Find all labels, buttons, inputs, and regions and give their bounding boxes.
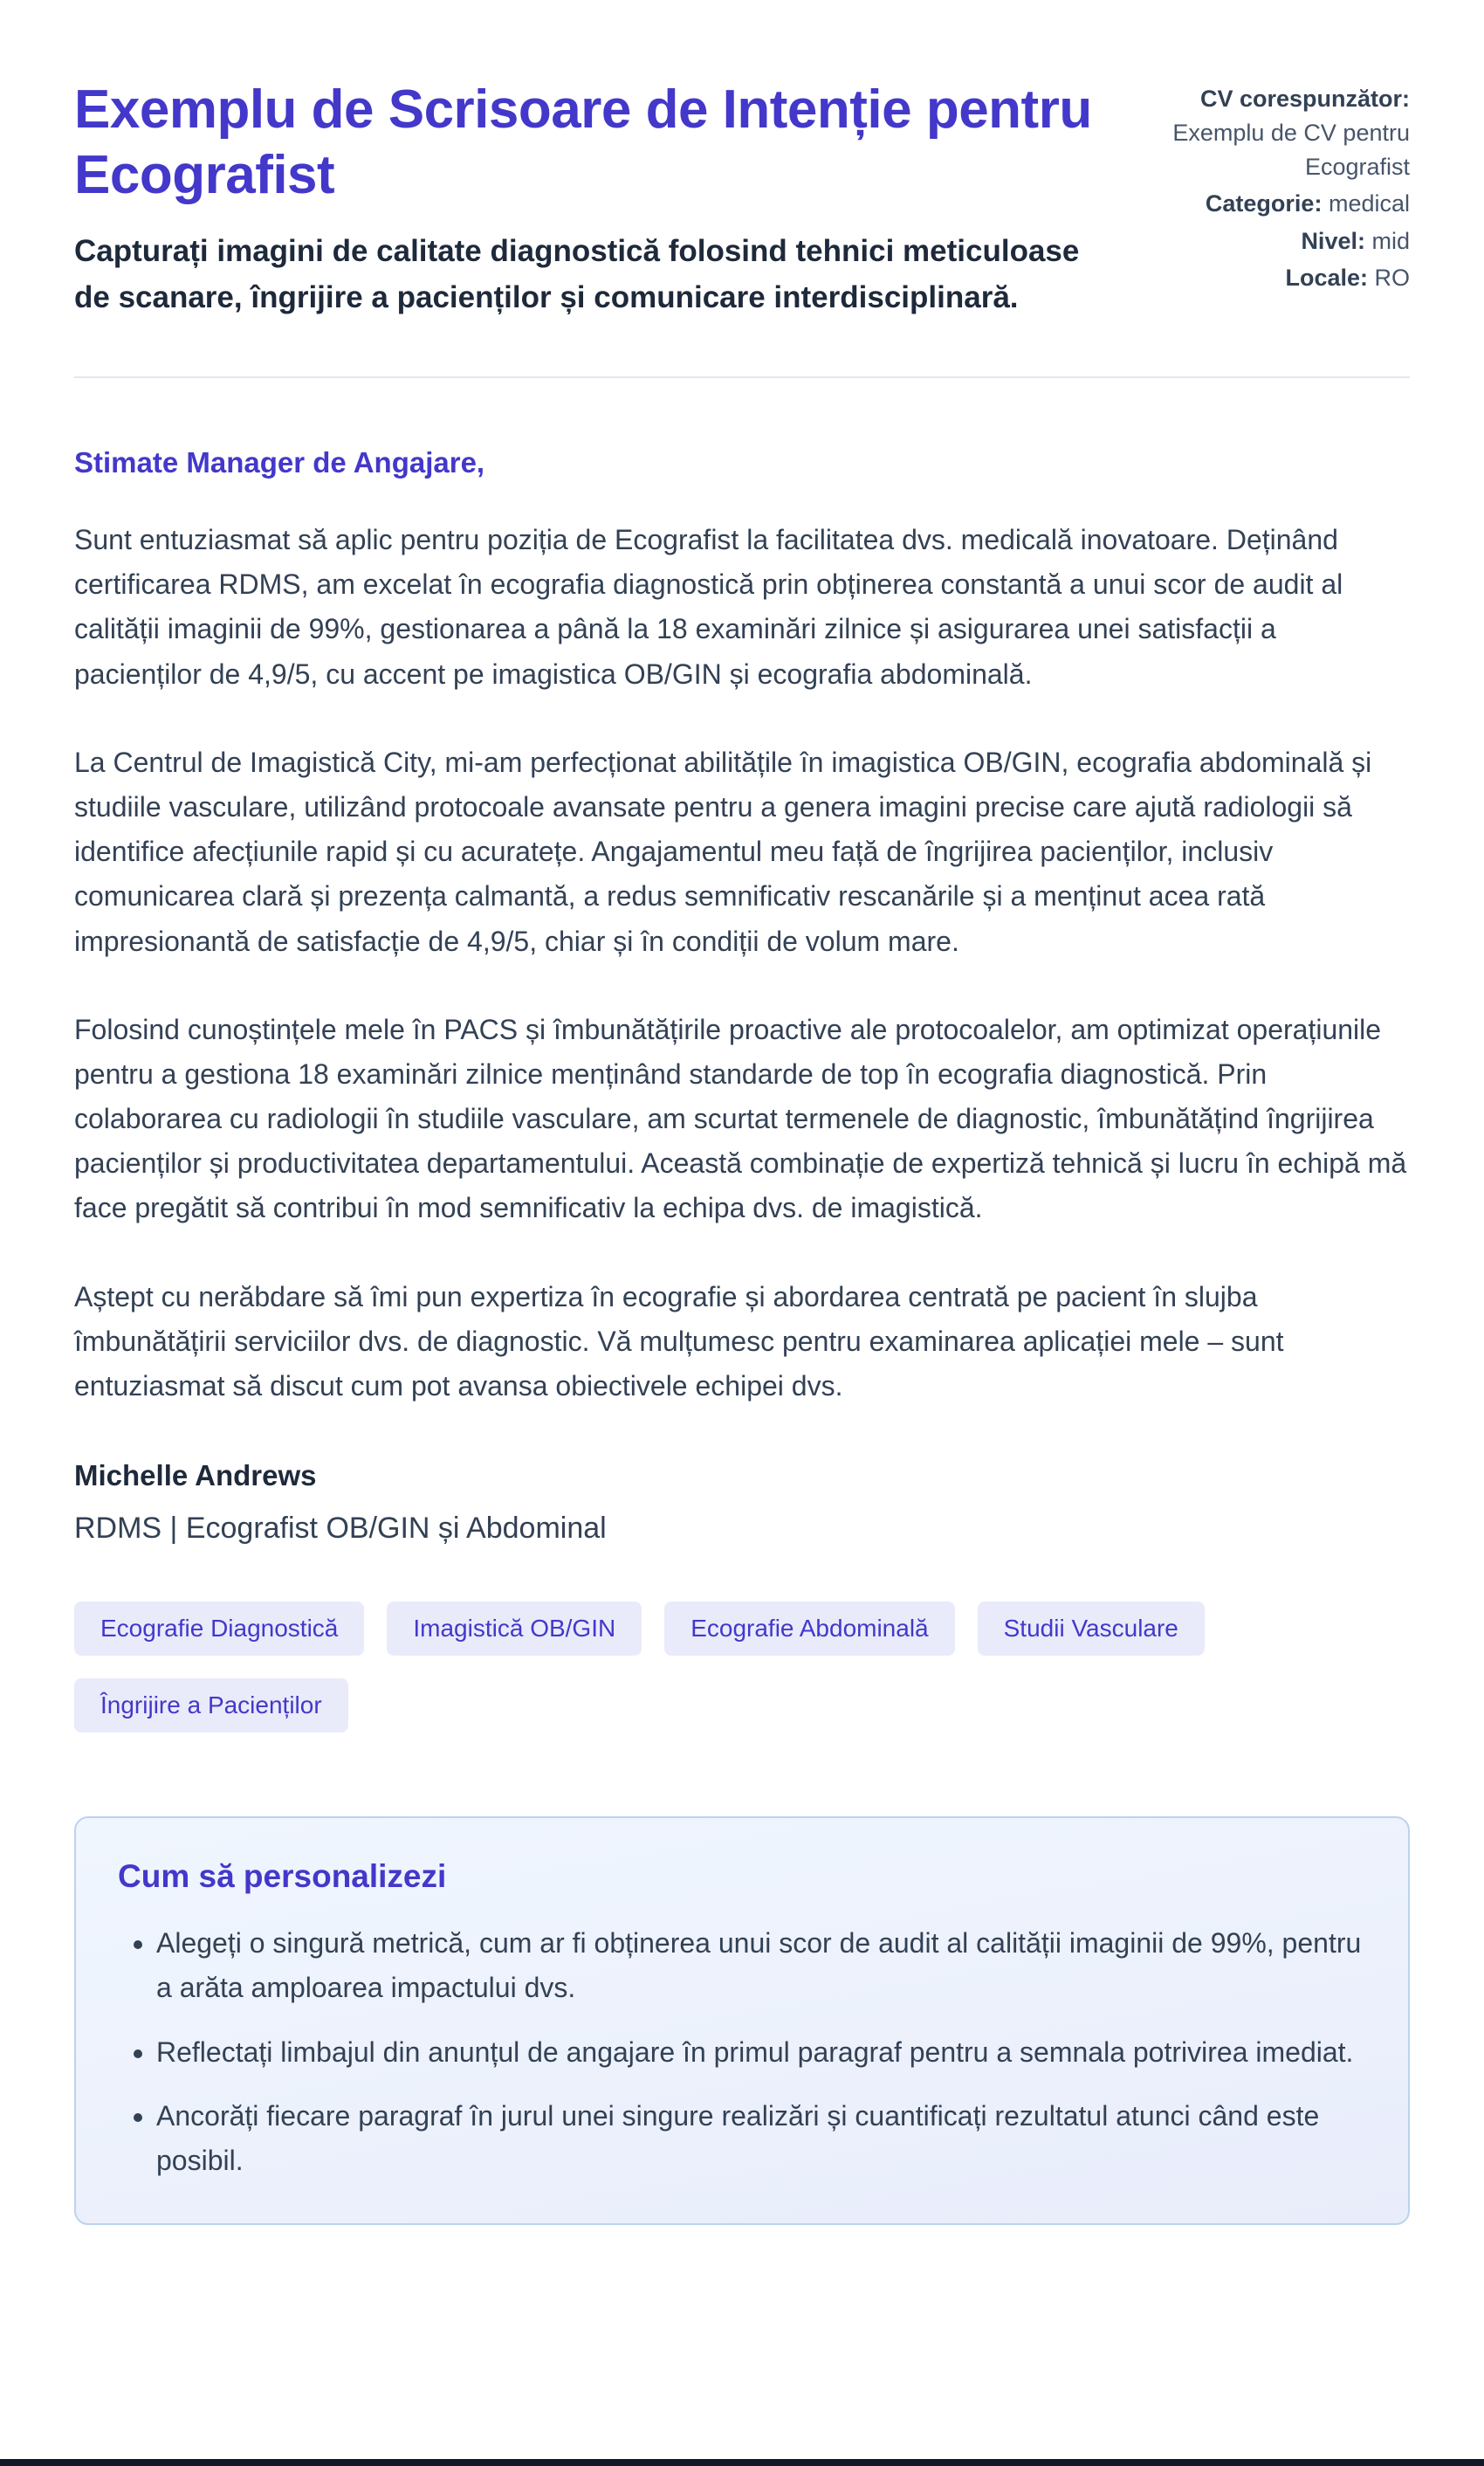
page-title: Exemplu de Scrisoare de Intenție pentru Ecografist xyxy=(74,79,1092,206)
letter-paragraph-1: Sunt entuziasmat să aplic pentru poziția de Ecografist la facilitatea dvs. medicală inovatoare. Deținând certificarea RDMS, am excelat în ecografia diagnostică prin obținerea constantă a unui scor de audit al calității imaginii de 99%, gestionarea a până la 18 examinări zilnice și asigurarea unei satisfacții a pacienților de 4,9/5, cu accent pe imagistica OB/GIN și ecografia abdominală. xyxy=(74,524,1343,690)
header xyxy=(74,77,1410,320)
letter-paragraph-3: Folosind cunoștințele mele în PACS și îmbunătățirile proactive ale protocoalelor, am optimizat operațiunile pentru a gestiona 18 examinări zilnice menținând standarde de top în ecografia diagnostică. Prin colaborarea cu radiologii în studiile vasculare, am scurtat termenele de diagnostic, îmbunătățind îngrijirea pacienților și productivitatea departamentului. Această combinație de expertiză tehnică și lucru în echipă mă face pregătit să contribui în mod semnificativ la echipa dvs. de imagistică. xyxy=(74,1013,1407,1224)
tag-chip-imagistica-obgin[interactable]: Imagistică OB/GIN xyxy=(387,1602,642,1656)
footer-edge xyxy=(0,2459,1484,2466)
meta-level-value: mid xyxy=(1371,227,1410,254)
meta-locale-value: RO xyxy=(1374,264,1410,291)
tag-list xyxy=(74,1602,1410,1732)
tag-chip-studii-vasculare[interactable]: Studii Vasculare xyxy=(978,1602,1205,1656)
meta-category xyxy=(1148,187,1410,221)
meta-level-label: Nivel: xyxy=(1301,227,1365,254)
page-subtitle: Capturați imagini de calitate diagnostică folosind tehnici meticuloase de scanare, îngrijire a pacienților și comunicare interdisciplinară. xyxy=(74,234,1080,314)
greeting: Stimate Manager de Angajare, xyxy=(74,446,485,479)
tag-chip-ingrijire-pacienti[interactable]: Îngrijire a Pacienților xyxy=(74,1678,348,1732)
tag-chip-ecografie-diagnostica[interactable]: Ecografie Diagnostică xyxy=(74,1602,364,1656)
tips-list xyxy=(118,1921,1366,2183)
tip-item-1: • Alegeți o singură metrică, cum ar fi obținerea unui scor de audit al calității imaginii de 99%, pentru a arăta amploarea impactului dvs. xyxy=(156,1921,1366,2010)
tag-chip-ecografie-abdominala[interactable]: Ecografie Abdominală xyxy=(664,1602,954,1656)
header-left xyxy=(74,77,1113,320)
meta-category-label: Categorie: xyxy=(1205,190,1323,217)
letter-body xyxy=(74,446,1410,2225)
signature-name: Michelle Andrews xyxy=(74,1459,317,1492)
meta-cv-label: CV corespunzător: xyxy=(1199,86,1410,112)
meta-level xyxy=(1148,224,1410,258)
tips-box xyxy=(74,1816,1410,2225)
meta-category-value: medical xyxy=(1328,190,1410,217)
header-divider xyxy=(74,376,1410,378)
meta-cv xyxy=(1148,82,1410,184)
signature-title: RDMS | Ecografist OB/GIN și Abdominal xyxy=(74,1512,607,1546)
tip-item-3: • Ancorăți fiecare paragraf în jurul unei singure realizări și cuantificați rezultatul atunci când este posibil. xyxy=(156,2094,1366,2183)
meta-locale xyxy=(1148,261,1410,295)
meta-locale-label: Locale: xyxy=(1285,264,1368,291)
letter-paragraph-2: La Centrul de Imagistică City, mi-am perfecționat abilitățile în imagistica OB/GIN, ecografia abdominală și studiile vasculare, utilizând protocoale avansate pentru a genera imagini precise care ajută radiologii să identifice afecțiunile rapid și cu acuratețe. Angajamentul meu față de îngrijirea pacienților, inclusiv comunicarea clară și prezența calmantă, a redus semnificativ rescanările și a menținut acea rată impresionantă de satisfacție de 4,9/5, chiar și în condiții de volum mare. xyxy=(74,746,1372,957)
letter-paragraph-4: Aștept cu nerăbdare să îmi pun expertiza în ecografie și abordarea centrată pe pacient în slujba îmbunătățirii serviciilor dvs. de diagnostic. Vă mulțumesc pentru examinarea aplicației mele – sunt entuziasmat să discut cum pot avansa obiectivele echipei dvs. xyxy=(74,1280,1284,1402)
meta-cv-value: Exemplu de CV pentru Ecografist xyxy=(1172,120,1410,181)
tips-title: Cum să personalizezi xyxy=(118,1858,447,1895)
signature xyxy=(74,1459,1410,1546)
meta-panel xyxy=(1148,77,1410,298)
tip-item-2: • Reflectați limbajul din anunțul de angajare în primul paragraf pentru a semnala potrivirea imediat. xyxy=(156,2030,1366,2075)
